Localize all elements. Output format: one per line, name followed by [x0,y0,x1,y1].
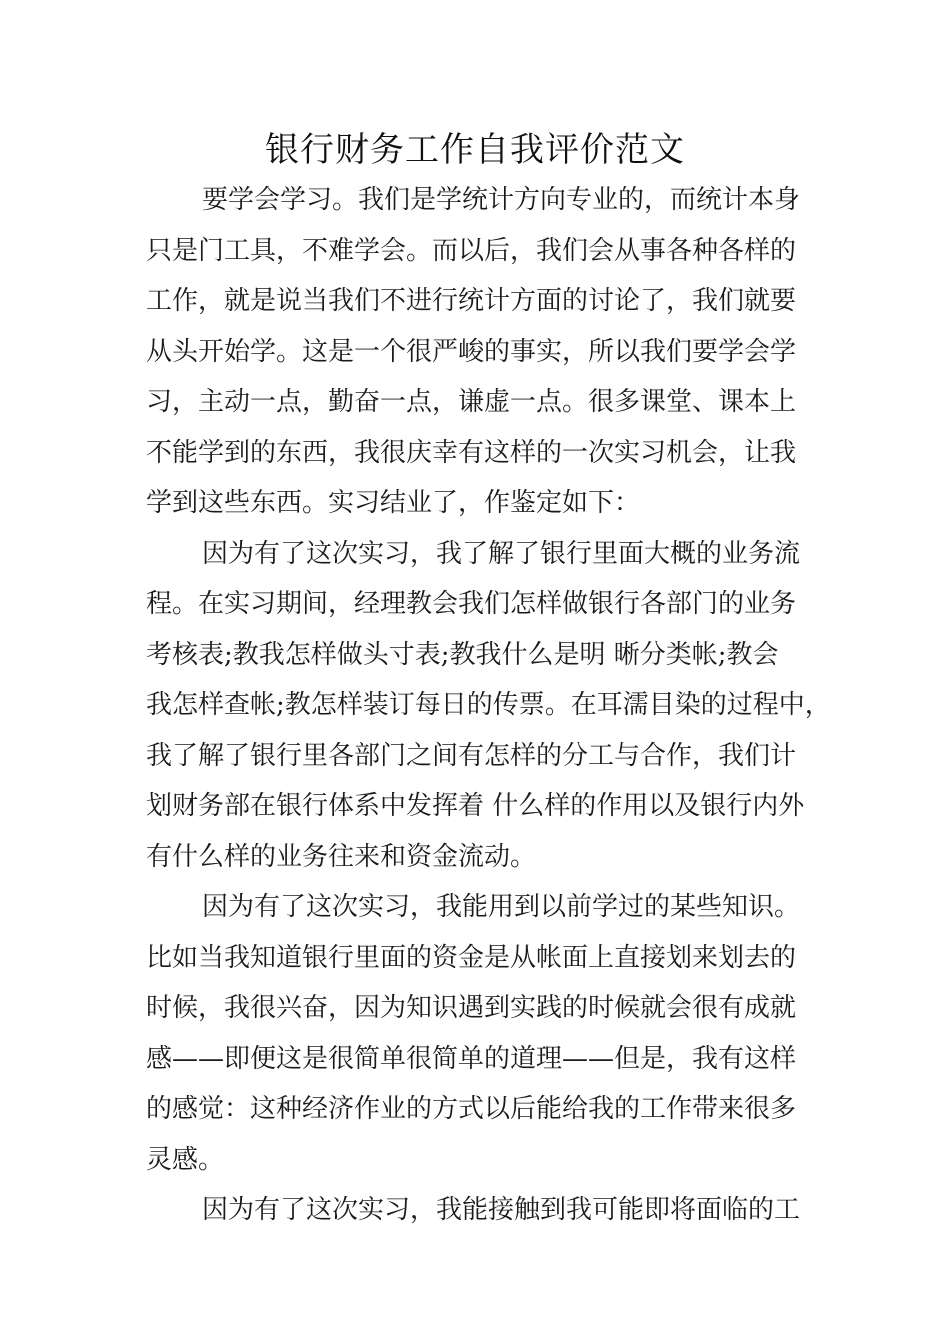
paragraph-2-line-6: 划财务部在银行体系中发挥着 什么样的作用以及银行内外 [146,791,805,821]
paragraph-1-line-6: 不能学到的东西，我很庆幸有这样的一次实习机会，让我 [146,437,797,468]
paragraph-2-line-5: 我了解了银行里各部门之间有怎样的分工与合作，我们计 [146,740,797,771]
document-title: 银行财务工作自我评价范文 [265,130,685,170]
paragraph-3-line-3: 时候，我很兴奋，因为知识遇到实践的时候就会很有成就 [146,993,797,1023]
paragraph-2-line-4: 我怎样查帐;教怎样装订每日的传票。在耳濡目染的过程中， [146,690,831,720]
paragraph-1-line-1: 要学会学习。我们是学统计方向专业的，而统计本身 [202,185,801,215]
paragraph-1-line-2: 只是门工具，不难学会。而以后，我们会从事各种各样的 [146,235,797,266]
paragraph-2-line-3: 考核表;教我怎样做头寸表;教我什么是明 晰分类帐;教会 [146,639,779,670]
paragraph-2-line-2: 程。在实习期间，经理教会我们怎样做银行各部门的业务 [146,589,797,619]
document-body [146,175,831,1236]
paragraph-2-line-7: 有什么样的业务往来和资金流动。 [146,841,537,872]
paragraph-3-line-1: 因为有了这次实习，我能用到以前学过的某些知识。 [202,892,801,922]
paragraph-3-line-2: 比如当我知道银行里面的资金是从帐面上直接划来划去的 [146,942,797,973]
paragraph-1-line-7: 学到这些东西。实习结业了，作鉴定如下： [146,488,641,518]
paragraph-3-line-4: 感——即便这是很简单很简单的道理——但是，我有这样 [146,1043,797,1074]
paragraph-2-line-1: 因为有了这次实习，我了解了银行里面大概的业务流 [202,538,801,569]
paragraph-4-line-1: 因为有了这次实习，我能接触到我可能即将面临的工 [202,1195,801,1225]
paragraph-1-line-5: 习，主动一点，勤奋一点，谦虚一点。很多课堂、课本上 [146,387,797,417]
paragraph-3-line-5: 的感觉：这种经济作业的方式以后能给我的工作带来很多 [146,1094,797,1124]
paragraph-1-line-3: 工作，就是说当我们不进行统计方面的讨论了，我们就要 [146,286,797,316]
paragraph-3-line-6: 灵感。 [146,1144,225,1175]
paragraph-1-line-4: 从头开始学。这是一个很严峻的事实，所以我们要学会学 [146,336,797,367]
